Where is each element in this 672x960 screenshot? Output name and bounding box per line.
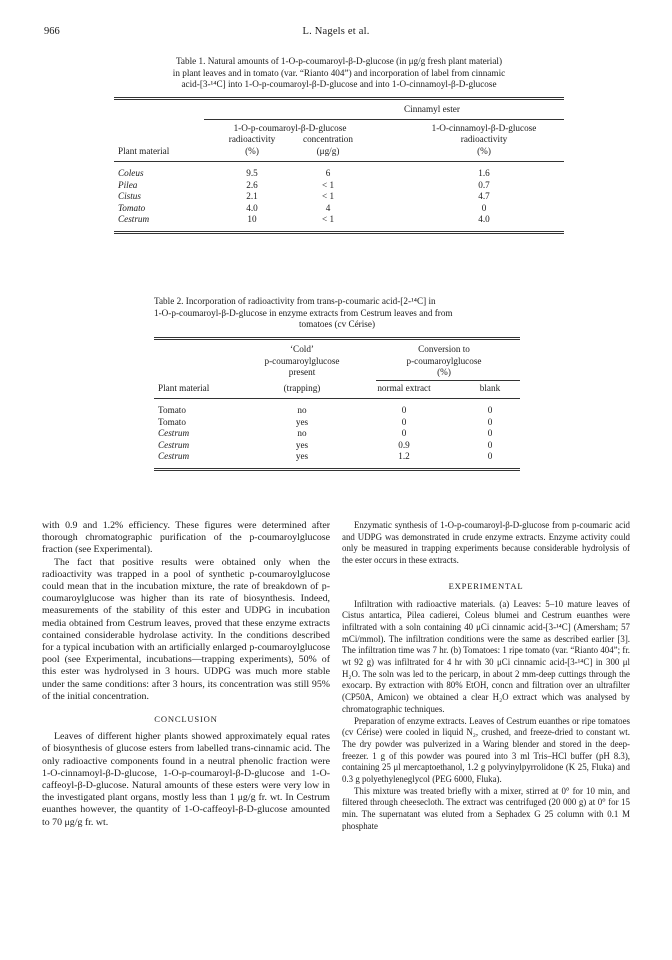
table-row: [114, 203, 564, 215]
table-2-header-pcg2: p-coumaroylglucose: [406, 355, 482, 366]
table-row: [114, 180, 564, 192]
normal-extract-value: 0: [401, 405, 407, 416]
table-2-caption-line: Table 2. Incorporation of radioactivity from trans-p-coumaric acid-[2-¹⁴C] in: [154, 296, 436, 306]
table-2-bottom-rule: [154, 468, 520, 472]
table-2-caption-line: tomatoes (cv Cérise): [298, 319, 376, 329]
table-row: [114, 191, 564, 203]
table-2-header-cold: ‘Cold’: [290, 344, 314, 355]
right-column: [342, 520, 630, 833]
table-row: [154, 428, 520, 440]
table-1-group-rule: [204, 119, 564, 120]
table-2-caption: [154, 296, 520, 331]
radioactivity-value: 2.1: [246, 191, 258, 202]
table-1-bottom-rule: [114, 231, 564, 235]
concentration-value: < 1: [321, 191, 335, 202]
table-row: [114, 214, 564, 226]
running-title: L. Nagels et al.: [302, 26, 370, 37]
table-2-conversion-rule: [376, 380, 520, 381]
table-1-caption-line: Table 1. Natural amounts of 1-O-p-coumaroyl-β-D-glucose (in μg/g fresh plant material): [175, 56, 503, 66]
table-row: [154, 451, 520, 463]
body-paragraph: The fact that positive results were obtained only when the radioactivity was trapped in a pool of synthetic p-coumaroylglucose could mean that in the incubation mixture, the rate of breakdown of p-coumaroylglucose was higher than its rate of biosynthesis. Indeed, measurements of the stability of this ester and UDPG in incubation media obtained from Cestrum leaves, proved that these enzyme extracts contained considerable hydrolase activity. In the conditions described for a typical incubation with an artificially enlarged p-coumaroylglucose pool (see Experimental, incubations—trapping experiments), 50% of this ester was hydrolysed in 3 hours. UDPG was much more stable under the same conditions: after 3 hours, its concentration was still 95% of the initial concentration.: [42, 556, 330, 702]
plant-name: Pilea: [118, 179, 138, 190]
body-paragraph: This mixture was treated briefly with a mixer, stirred at 0° for 10 min, and filtered through cheesecloth. The extract was centrifuged (20 000 g) at 0° for 15 min. The supernatant was eluted from a Sephadex G 25 column with 0.1 M phosphate: [342, 785, 630, 831]
table-1-unit-pct-cinn: (%): [477, 145, 491, 156]
plant-name: Coleus: [118, 168, 144, 179]
table-2-caption-line: 1-O-p-coumaroyl-β-D-glucose in enzyme extracts from Cestrum leaves and from: [154, 307, 453, 318]
radioactivity-value: 9.5: [246, 168, 258, 179]
table-1-caption-line: in plant leaves and in tomato (var. “Rianto 404”) and incorporation of label from cinnamic: [172, 67, 506, 78]
table-row: [114, 168, 564, 180]
table-2-col-normal: normal extract: [377, 382, 431, 393]
normal-extract-value: 0: [401, 428, 407, 439]
table-1-col-radioactivity-cinn: radioactivity: [460, 134, 508, 145]
table-row: [154, 405, 520, 417]
table-row: [154, 440, 520, 452]
plant-name: Cestrum: [158, 439, 190, 450]
table-1-caption-line: acid-[3-¹⁴C] into 1-O-p-coumaroyl-β-D-glucose and into 1-O-cinnamoyl-β-D-glucose: [181, 79, 497, 89]
normal-extract-value: 1.2: [398, 451, 410, 462]
body-paragraph: Preparation of enzyme extracts. Leaves of Cestrum euanthes or ripe tomatoes (cv Cérise) were cooled in liquid N₂, crushed, and freeze-dried to constant wt. The dry powder was pulverized in a Waring blender and stored in the deep-freezer. 1 g of this powder was poured into 3 ml Tris–HCl buffer (pH 8.3), containing 25 μl mercaptoethanol, 1.2 g polyvinylpyrrolidone (K 25, Fluka) and 0.3 g polyethyleneglycol (PEG 6000, Fluka).: [342, 715, 630, 785]
blank-value: 0: [487, 405, 493, 416]
plant-name: Cistus: [118, 191, 141, 202]
normal-extract-value: 0.9: [398, 439, 410, 450]
table-1-top-rule: [114, 97, 564, 101]
table-1: [114, 56, 564, 234]
radioactivity-value: 2.6: [246, 179, 258, 190]
table-2: [154, 296, 520, 471]
table-2-header-conversion: Conversion to: [418, 344, 470, 355]
plant-name: Tomato: [158, 416, 186, 427]
table-1-col-radioactivity: radioactivity: [228, 134, 276, 145]
blank-value: 0: [487, 416, 493, 427]
conclusion-heading: CONCLUSION: [154, 714, 218, 725]
table-2-col-plant: Plant material: [158, 382, 210, 393]
plant-name: Cestrum: [118, 214, 150, 225]
table-2-header-trapping: (trapping): [283, 382, 321, 393]
plant-name: Cestrum: [158, 451, 190, 462]
plant-name: Cestrum: [158, 428, 190, 439]
table-1-subheader-coumaroyl: 1-O-p-coumaroyl-β-D-glucose: [233, 122, 347, 133]
table-1-group-header: Cinnamyl ester: [404, 104, 460, 115]
table-2-header-pcg: p-coumaroylglucose: [264, 355, 340, 366]
blank-value: 0: [487, 428, 493, 439]
radioactivity-value: 10: [247, 214, 257, 225]
cold-present-value: yes: [295, 416, 309, 427]
page-number: 966: [44, 26, 60, 37]
cinnamoyl-value: 0.7: [478, 179, 490, 190]
normal-extract-value: 0: [401, 416, 407, 427]
cold-present-value: yes: [295, 439, 309, 450]
body-paragraph: Infiltration with radioactive materials. (a) Leaves: 5–10 mature leaves of Cistus antartica, Pilea cadierei, Coleus blumei and Cestrum euanthes were infiltrated with a soln containing 40 μCi cinnamic acid-[3-¹⁴C] (Amersham; 57 mCi/mmol). The infiltration conditions were the same as described earlier [3]. The infiltration time was 7 hr. (b) Tomatoes: 1 ripe tomato (var. “Rianto 404”; fr. wt 92 g) was infiltrated for 4 hr with 30 μCi cinnamic acid-[3-¹⁴C] in 300 μl H₂O. The soln was led to the pericarp, in about 2 mm-deep cuttings through the exocarp. By extraction with 80% EtOH, concn and filtration over an ultrafilter (CP50A, Amicon) we obtained a clear H₂O extract which was analysed by chromatographic techniques.: [342, 598, 630, 714]
body-paragraph: Leaves of different higher plants showed approximately equal rates of biosynthesis of glucose esters from labelled trans-cinnamic acid. The only radioactive components found in a neutral phenolic fraction were 1-O-cinnamoyl-β-D-glucose, 1-O-p-coumaroyl-β-D-glucose and 1-O-caffeoyl-β-D-glucose. Natural amounts of these esters were very low in the investigated plant organs, mostly less than 1 μg/g fr. wt. In Cestrum euanthes however, the quantity of 1-O-caffeoyl-β-D-glucose amounted to 70 μg/g fr. wt.: [42, 731, 330, 828]
plant-name: Tomato: [158, 405, 186, 416]
blank-value: 0: [487, 451, 493, 462]
plant-name: Tomato: [118, 202, 146, 213]
table-1-subheader-cinnamoyl: 1-O-cinnamoyl-β-D-glucose: [431, 122, 537, 133]
cinnamoyl-value: 1.6: [478, 168, 490, 179]
table-2-col-blank: blank: [479, 382, 501, 393]
table-1-unit-pct: (%): [245, 145, 259, 156]
cold-present-value: no: [297, 405, 307, 416]
table-2-top-rule: [154, 337, 520, 341]
table-1-caption: [114, 56, 564, 91]
table-1-col-concentration: concentration: [303, 134, 353, 145]
cold-present-value: yes: [295, 451, 309, 462]
left-column: [42, 520, 330, 829]
table-2-header-present: present: [288, 367, 316, 378]
table-2-header-pct: (%): [437, 367, 451, 378]
concentration-value: < 1: [321, 214, 335, 225]
cinnamoyl-value: 4.7: [478, 191, 490, 202]
cinnamoyl-value: 4.0: [478, 214, 490, 225]
body-paragraph: with 0.9 and 1.2% efficiency. These figures were determined after thorough chromatographic purification of the p-coumaroylglucose fraction (see Experimental).: [42, 520, 330, 556]
cold-present-value: no: [297, 428, 307, 439]
experimental-heading: EXPERIMENTAL: [448, 580, 524, 591]
body-paragraph: Enzymatic synthesis of 1-O-p-coumaroyl-β-D-glucose from p-coumaric acid and UDPG was demonstrated in crude enzyme extracts. Enzyme activity could only be measured in trapping experiments because considerable hydrolysis of the ester occurs in these extracts.: [342, 520, 630, 566]
cinnamoyl-value: 0: [481, 202, 487, 213]
concentration-value: < 1: [321, 179, 335, 190]
table-1-unit-conc: (μg/g): [316, 145, 340, 156]
page-header: [44, 26, 628, 42]
blank-value: 0: [487, 439, 493, 450]
concentration-value: 4: [325, 202, 331, 213]
table-row: [154, 417, 520, 429]
radioactivity-value: 4.0: [246, 202, 258, 213]
table-1-col-plant: Plant material: [118, 145, 170, 156]
concentration-value: 6: [325, 168, 331, 179]
